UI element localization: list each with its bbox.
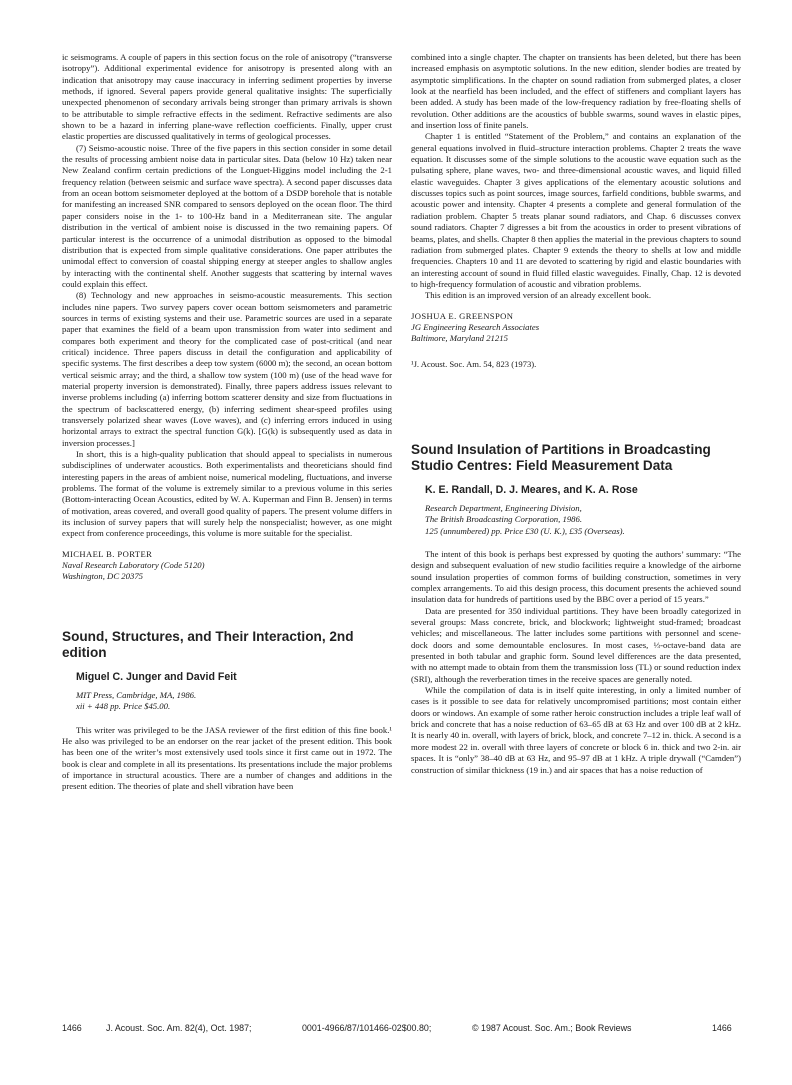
reviewer-name: MICHAEL B. PORTER — [62, 548, 153, 559]
review2-paragraph-1: This writer was privileged to be the JASA reviewer of the first edition of this fine book.¹ He also was privileged to be an endorser on the rear jacket of the present edition. This book has been one of the writer’s most extensively used tools since it first came out in 1972. The book is clear and complete in all its presentations. Its presentations include the major problems of importance in structural acoustics. There are a number of changes and additions in the present edition. The theories of plate and shell vibration have been — [62, 724, 392, 792]
reviewer-name: JOSHUA E. GREENSPON — [411, 310, 514, 321]
reviewer-affiliation: Naval Research Laboratory (Code 5120) — [62, 560, 205, 571]
review3-paragraph-3: While the compilation of data is in itself quite interesting, in only a limited number of cases is it possible to see data for relatively uncompromised partitions; most contain either doors or windows. An example of some rather heroic construction includes a triple leaf wall of brick and concrete that has a noise reduction of 63–65 dB at 63 Hz and over 100 dB at 2 kHz. It is nearly 40 in. overall, with layers of brick, block, and concrete 7–12 in. thick. A second is a more modest 22 in. overall with three layers of concrete or block 6 in. thick and two 2-in. air spaces. It is “only” 38–40 dB at 63 Hz, and 95–97 dB at 1 kHz. A triple drywall (“Camden”) construction of similar thickness (19 in.) and air spaces that has a noise reduction of — [411, 685, 741, 775]
reviewer-affiliation: JG Engineering Research Associates — [411, 321, 540, 332]
right-paragraph-1: combined into a single chapter. The chapter on transients has been deleted, but there has been increased emphasis on asymptotic solutions. In the new edition, slender bodies are treated by asymptotic simplifications. In the chapter on sound radiation from submerged plates, a closer look at the nearfield has been included, and the effect of stiffeners and compliant layers has been added. A study has been made of the low-frequency radiation by free-floating shells of revolution. Other additions are the acoustics of bubble swarms, sound waves in elastic pipes, and insertion loss of finite panels. — [411, 52, 741, 131]
pages-price-line: 125 (unnumbered) pp. Price £30 (U. K.), £35 (Overseas). — [425, 525, 625, 536]
review3-paragraph-1: The intent of this book is perhaps best expressed by quoting the authors’ summary: “The design and subsequent evaluation of new studio facilities require a knowledge of the airborne sound insulation properties of common forms of building construction, sometimes in very complex arrangements. To aid this design process, this document presents the achieved sound insulation data for hundreds of partitions used by the BBC over a period of 15 years.” — [411, 548, 741, 605]
copyright-line: © 1987 Acoust. Soc. Am.; Book Reviews — [472, 1023, 632, 1033]
pages-price-line: xii + 448 pp. Price $45.00. — [76, 701, 171, 712]
reviewer-block-porter — [62, 549, 392, 583]
left-paragraph-2: (7) Seismo-acoustic noise. Three of the five papers in this section consider in some detail the results of processing ambient noise data in particular sites. Data (below 10 Hz) taken near New Zealand confirm certain predictions of the Longuet-Higgins model including the 2-1 frequency relation (between seismic and surface wave spectra). A second paper discusses data from an ocean bottom seismometer deployed at the bottom of a DSDP borehole that is notable for manifesting an increased SNR compared to sensors deployed on the ocean floor. The third paper considers noise in the 1- to 100-Hz band in a Mediterranean site. The angular distribution in the vertical of ambient noise is discussed in the two remaining papers. Of particular interest is the occurrence of a unimodal distribution as opposed to the bimodal distribution that is expected from simple qualitative considerations. One paper attributes the unimodal effect to conversion of coastal shipping energy at steeper angles to shallow angles by interacting with the continental shelf. Another suggests that scattering by internal waves could explain this effect. — [62, 142, 392, 289]
left-paragraph-3: (8) Technology and new approaches in seismo-acoustic measurements. This section includes nine papers. Two survey papers cover ocean bottom seismometers and parametric sources in terms of existing systems and their use. Parametric sources are used in a separate paper that examines the field of a beam upon transmission from water into sediment and compares both experiment and theory for the complicated case of post-critical (and near critical) incidence. Three papers discuss in detail the configuration and applicability of specific systems. The first describes a deep tow system (6000 m); the second, an ocean bottom vertical seismic array; and the third, a shallow tow system (100 m) (use of the head wave for material property inversion is demonstrated). Finally, three papers address issues relevant to inverse problems including (a) inferring bottom scatterer density and size from fluctuations in the spectrum of backscattered energy, (b) inferring sediment shear-speed profiles using transversely polarized shear waves (Love waves), and (c) inferring errors induced in using horizontal arrays to extract the spectral function G(k). [G(k) is subsequently used as data in inversion processes.] — [62, 290, 392, 448]
page-number-right: 1466 — [712, 1023, 732, 1033]
left-paragraph-1: ic seismograms. A couple of papers in this section focus on the role of anisotropy (“transverse isotropy”). Additional experimental evidence for anisotropy is presented along with an indication that anisotropy may cause inaccuracy in inferring sediment properties by inverse methods, if ignored. Several papers provide general qualitative insights: The superficially unexpected phenomenon of secondary arrivals being stronger than primary arrivals is shown to be attributable to simple refractive effects in the sediment. Refractive sediments are also shown to be a hazard in inferring plane-wave reflection coefficients. Finally, upper crust elastic properties are discussed qualitatively in terms of geological processes. — [62, 52, 392, 142]
right-paragraph-2: Chapter 1 is entitled “Statement of the Problem,” and contains an explanation of the general equations involved in fluid–structure interaction problems. Chapter 2 treats the wave equation. It discusses some of the simple solutions to the acoustic wave equation such as the pulsating sphere, plane waves, two- and three-dimensional acoustic waves, and liquid filled elastic waveguides. Chapter 3 gives applications of the elementary acoustic solutions and discusses topics such as point sources, image sources, farfield conditions, bubble swarms, and acoustic power and intensity. Chapter 4 presents a complete and general formulation of the radiation problem. Chapter 5 treats planar sound radiators, and Chap. 6 discusses convex sound radiators. Chapter 7 digresses a bit from the acoustics in order to present vibrations of beams, plates, and shells. Chapter 8 then applies the material in the previous chapters to sound radiation from submerged plates. Chapter 9 extends the theory to shells at low and middle frequencies. Chapters 10 and 11 are devoted to scattering by rigid and elastic boundaries with an interesting account of sound in fluid filled elastic waveguides. Finally, Chap. 12 is devoted to high-frequency formulation of acoustic and vibration problems. — [411, 131, 741, 289]
publisher-line-1: Research Department, Engineering Division, — [425, 502, 582, 513]
publisher-line: MIT Press, Cambridge, MA, 1986. — [76, 689, 197, 700]
review-title-sound-insulation: Sound Insulation of Partitions in Broadcasting Studio Centres: Field Measurement Data — [411, 441, 711, 473]
review-authors-junger-feit: Miguel C. Junger and David Feit — [76, 670, 237, 683]
review-authors-randall-meares-rose: K. E. Randall, D. J. Meares, and K. A. Rose — [425, 483, 638, 496]
right-paragraph-3: This edition is an improved version of an already excellent book. — [425, 290, 652, 301]
reviewer-block-greenspon — [411, 311, 741, 345]
reviewer-location: Baltimore, Maryland 21215 — [411, 333, 508, 344]
publisher-line-2: The British Broadcasting Corporation, 1986. — [425, 514, 583, 525]
left-column — [62, 52, 392, 793]
left-paragraph-4: In short, this is a high-quality publication that should appeal to specialists in numerous subdisciplines of underwater acoustics. Both experimentalists and theoreticians should find interesting papers in the areas of ambient noise, numerical modeling, fluctuations, and inverse problems. The format of the volume is extremely similar to a previous volume in this series (Bottom-interacting Ocean Acoustics, edited by W. A. Kuperman and Finn B. Jensen) in terms of motivation, areas covered, and overall good quality of papers. The present volume differs in its inclusion of survey papers that will surely help the nonspecialist; however, as one might expect from conference proceedings, this volume is more suitable for the specialist. — [62, 449, 392, 539]
review-title-sound-structures: Sound, Structures, and Their Interaction, 2nd edition — [62, 628, 354, 660]
review3-paragraph-2: Data are presented for 350 individual partitions. They have been broadly categorized in several groups: Mass concrete, brick, and blockwork; lightweight stud-framed; broadcast vehicles; and miscellaneous. The latter includes some partitions with personnel and scene-dock doors and some demountable enclosures. In most cases, ⅓-octave-band data are presented in both tabular and graphic form. Sound level differences are the data presented, with no attempt made to obtain from them the transmission loss (TL) or sound reduction index (SRI), although the reverberation times in the receive spaces are generally noted. — [411, 605, 741, 684]
right-column — [411, 52, 741, 776]
journal-citation: J. Acoust. Soc. Am. 82(4), Oct. 1987; — [106, 1023, 252, 1033]
reviewer-location: Washington, DC 20375 — [62, 571, 144, 582]
page-number-left: 1466 — [62, 1023, 82, 1033]
footnote: ¹J. Acoust. Soc. Am. 54, 823 (1973). — [411, 358, 537, 369]
article-code: 0001-4966/87/101466-02$00.80; — [302, 1023, 432, 1033]
